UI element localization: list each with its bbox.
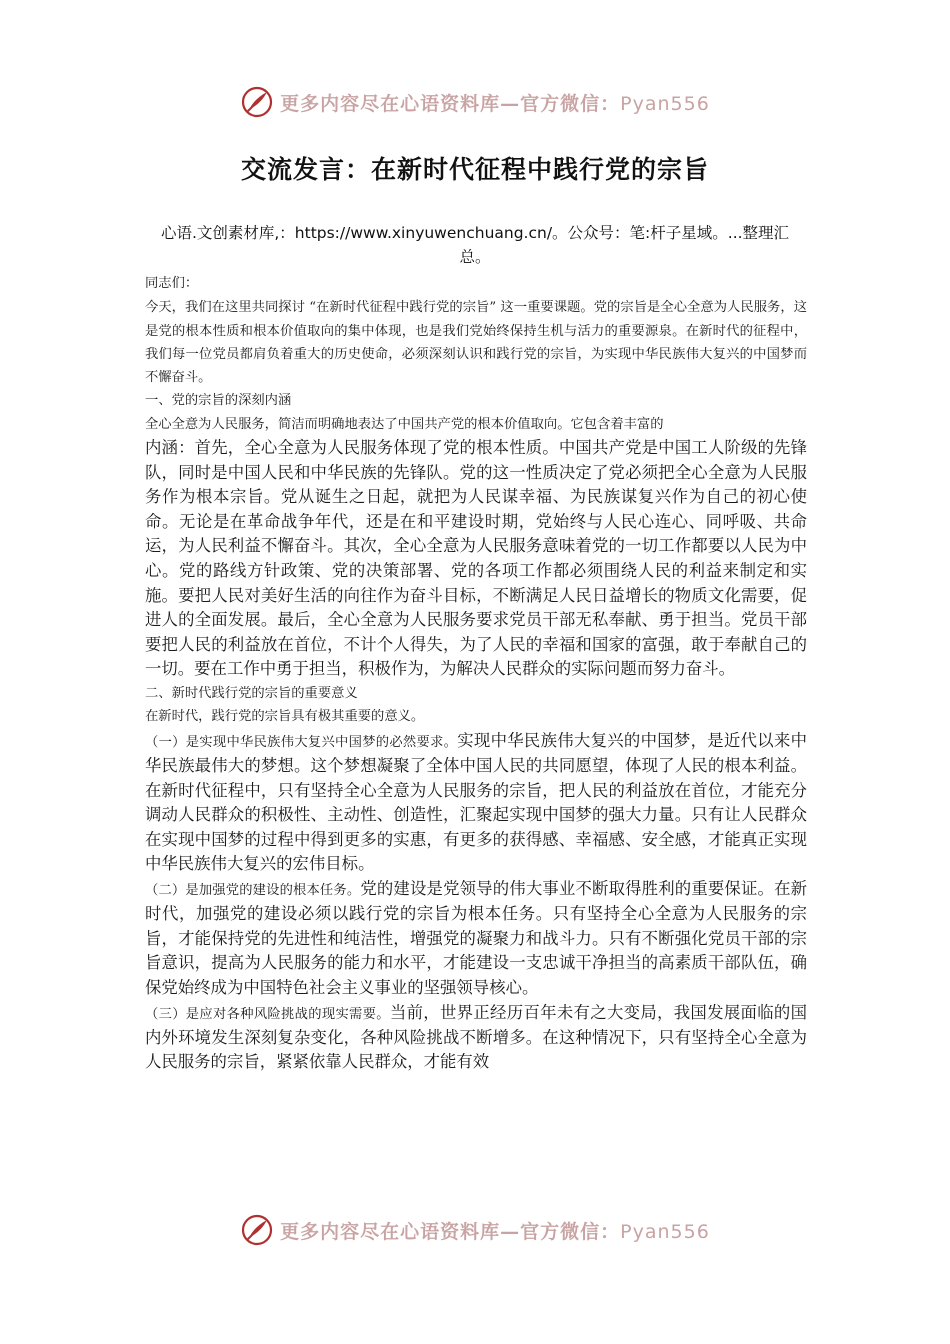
intro-paragraph: 今天，我们在这里共同探讨 “在新时代征程中践行党的宗旨” 这一重要课题。党的宗旨是全心全意为人民服务，这是党的根本性质和根本价值取向的集中体现，也是我们党始终保持生机与活力的重要源泉。在新时代的征程中，我们每一位党员都肩负着重大的历史使命，必须深刻认识和践行党的宗旨，为实现中华民族伟大复兴的中国梦而不懈奋斗。 [145, 300, 807, 386]
watermark-banner-bottom [0, 1208, 950, 1252]
point-3 [145, 1001, 807, 1075]
point-3-label: （三）是应对各种风险挑战的现实需要。 [145, 1006, 390, 1022]
point-1-text: 实现中华民族伟大复兴的中国梦，是近代以来中华民族最伟大的梦想。这个梦想凝聚了全体中国人民的共同愿望，体现了人民的根本利益。在新时代征程中，只有坚持全心全意为人民服务的宗旨，把人民的利益放在首位，才能充分调动人民群众的积极性、主动性、创造性，汇聚起实现中国梦的强大力量。只有让人民群众在实现中国梦的过程中得到更多的实惠，有更多的获得感、幸福感、安全感，才能真正实现中华民族伟大复兴的宏伟目标。 [145, 730, 808, 874]
document-body [145, 272, 807, 1075]
document-title: 交流发言：在新时代征程中践行党的宗旨 [240, 155, 709, 184]
watermark-text: 更多内容尽在心语资料库—官方微信：Pyan556 [280, 1220, 710, 1243]
para1-lead: 全心全意为人民服务，简洁而明确地表达了中国共产党的根本价值取向。它包含着丰富的 [145, 416, 664, 432]
point-3-text: 当前，世界正经历百年未有之大变局，我国发展面临的国内外环境发生深刻复杂变化，各种风险挑战不断增多。在这种情况下，只有坚持全心全意为人民服务的宗旨，紧紧依靠人民群众，才能有效 [145, 1002, 808, 1072]
section-heading-2: 二、新时代践行党的宗旨的重要意义 [145, 686, 358, 702]
watermark-banner-top [0, 80, 950, 124]
watermark-text: 更多内容尽在心语资料库—官方微信：Pyan556 [280, 92, 710, 115]
point-1 [145, 729, 807, 877]
greeting: 同志们： [145, 276, 199, 291]
point-2 [145, 877, 807, 1001]
quill-pen-circle-icon [240, 85, 274, 119]
source-line: 心语.文创素材库,：https://www.xinyuwenchuang.cn/。公众号：笔:杆子星域。...整理汇总。 [160, 224, 790, 266]
point-1-label: （一）是实现中华民族伟大复兴中国梦的必然要求。 [145, 734, 458, 750]
point-2-text: 党的建设是党领导的伟大事业不断取得胜利的重要保证。在新时代，加强党的建设必须以践行党的宗旨为根本任务。只有坚持全心全意为人民服务的宗旨，才能保持党的先进性和纯洁性，增强党的凝聚力和战斗力。只有不断强化党员干部的宗旨意识，提高为人民服务的能力和水平，才能建设一支忠诚干净担当的高素质干部队伍，确保党始终成为中国特色社会主义事业的坚强领导核心。 [145, 878, 808, 997]
para2-intro: 在新时代，践行党的宗旨具有极其重要的意义。 [145, 709, 425, 725]
quill-pen-circle-icon [240, 1213, 274, 1247]
para1-body: 内涵：首先，全心全意为人民服务体现了党的根本性质。中国共产党是中国工人阶级的先锋队，同时是中国人民和中华民族的先锋队。党的这一性质决定了党必须把全心全意为人民服务作为根本宗旨。党从诞生之日起，就把为人民谋幸福、为民族谋复兴作为自己的初心使命。无论是在革命战争年代，还是在和平建设时期，党始终与人民心连心、同呼吸、共命运，为人民利益不懈奋斗。其次，全心全意为人民服务意味着党的一切工作都要以人民为中心。党的路线方针政策、党的决策部署、党的各项工作都必须围绕人民的利益来制定和实施。要把人民对美好生活的向往作为奋斗目标，不断满足人民日益增长的物质文化需要，促进人的全面发展。最后，全心全意为人民服务要求党员干部无私奉献、勇于担当。党员干部要把人民的利益放在首位，不计个人得失，为了人民的幸福和国家的富强，敢于奉献自己的一切。要在工作中勇于担当，积极作为，为解决人民群众的实际问题而努力奋斗。 [145, 438, 807, 679]
point-2-label: （二）是加强党的建设的根本任务。 [145, 882, 361, 898]
section-heading-1: 一、党的宗旨的深刻内涵 [145, 393, 292, 409]
watermark-handle: Pyan556 [620, 92, 710, 115]
watermark-handle: Pyan556 [620, 1220, 710, 1243]
